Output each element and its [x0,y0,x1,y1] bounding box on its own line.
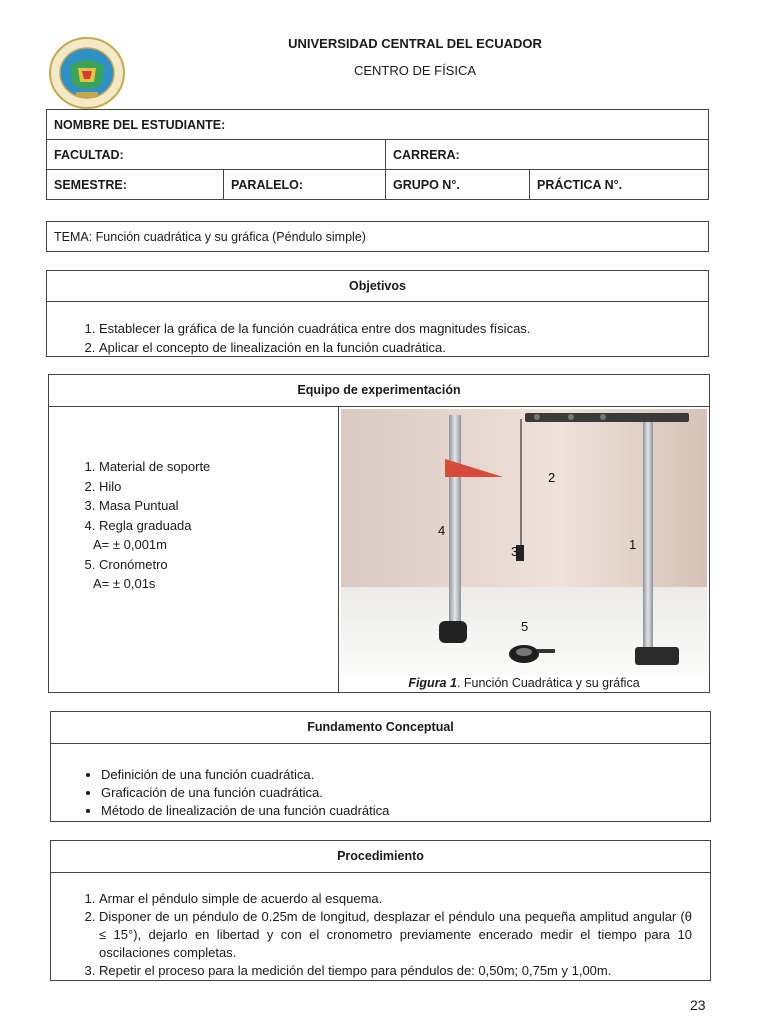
grupo-field[interactable] [386,170,530,200]
equipo-section [48,374,710,693]
objetivos-list [47,319,708,357]
equipo-item-label: Regla graduada [99,517,192,533]
list-item: 3. Repetir el proceso para la medición del tiempo para péndulos de: 0,50m; 0,75m y 1,00m. [99,962,692,980]
equipo-item-label: Material de soporte [99,459,211,474]
list-item: 1. Armar el péndulo simple de acuerdo al esquema. [99,890,692,908]
procedimiento-list [51,890,710,980]
equipo-item-accuracy: A= ± 0,01s [93,576,156,591]
nombre-label: NOMBRE DEL ESTUDIANTE: [54,117,226,132]
photo-label-3: 3 [511,544,519,559]
objetivos-section [46,270,709,357]
carrera-label: CARRERA: [393,147,460,162]
list-item: 2. Disponer de un péndulo de 0.25m de longitud, desplazar el péndulo una pequeña amplitud angular (θ ≤ 15°), dejarlo en libertad y con el cronometro previamente encerado medir el tiempo para 10 oscilaciones completas. [99,908,692,962]
photo-label-2: 2 [548,470,556,485]
facultad-label: FACULTAD: [54,147,124,162]
semestre-label: SEMESTRE: [54,177,127,192]
caption-figure-number: Figura 1 [408,676,457,690]
university-name: UNIVERSIDAD CENTRAL DEL ECUADOR [288,36,542,51]
photo-label-5: 5 [521,619,529,634]
fundamento-title: Fundamento Conceptual [51,712,710,744]
photo-label-4: 4 [438,523,446,538]
list-item: 2. Aplicar el concepto de linealización en la función cuadrática. [99,338,708,357]
list-item [99,477,338,497]
practica-label: PRÁCTICA N°. [537,177,623,192]
list-item: • Método de linealización de una función cuadrática [101,802,710,820]
list-item [93,516,338,555]
equipo-item-label: Masa Puntual [99,498,179,513]
semestre-field[interactable] [47,170,224,200]
procedimiento-title: Procedimiento [51,841,710,873]
pendulum-photo [341,409,707,675]
university-logo [48,36,126,110]
pendulum-setup-illustration [341,409,707,675]
practica-field[interactable] [530,170,709,200]
paralelo-field[interactable] [224,170,386,200]
fundamento-section [50,711,711,822]
equipo-list-column [49,407,339,692]
procedimiento-section [50,840,711,981]
page-number: 23 [690,997,706,1013]
equipo-item-label: Hilo [99,478,122,494]
list-item: 1. Establecer la gráfica de la función cuadrática entre dos magnitudes físicas. [99,319,708,338]
equipo-list [49,457,338,594]
photo-label-1: 1 [629,537,637,552]
equipo-title: Equipo de experimentación [49,375,709,407]
equipo-item-accuracy: A= ± 0,001m [93,537,167,552]
list-item [93,555,338,594]
equipo-item-label: Cronómetro [99,556,168,572]
fundamento-list [51,766,710,820]
paralelo-label: PARALELO: [231,177,303,192]
tema-box [46,221,709,252]
student-info-table [46,109,709,200]
figure-caption [341,676,707,690]
carrera-field[interactable] [386,140,709,170]
tema-text: TEMA: Función cuadrática y su gráfica (Péndulo simple) [54,230,366,244]
center-name: CENTRO DE FÍSICA [353,63,477,78]
facultad-field[interactable] [47,140,386,170]
nombre-field[interactable] [47,110,709,140]
objetivos-title: Objetivos [47,271,708,302]
list-item [99,457,338,477]
list-item: • Graficación de una función cuadrática. [101,784,710,802]
grupo-label: GRUPO N°. [393,177,460,192]
university-seal-icon [48,36,126,110]
list-item [99,496,338,516]
list-item: • Definición de una función cuadrática. [101,766,710,784]
caption-text: . Función Cuadrática y su gráfica [456,676,640,690]
